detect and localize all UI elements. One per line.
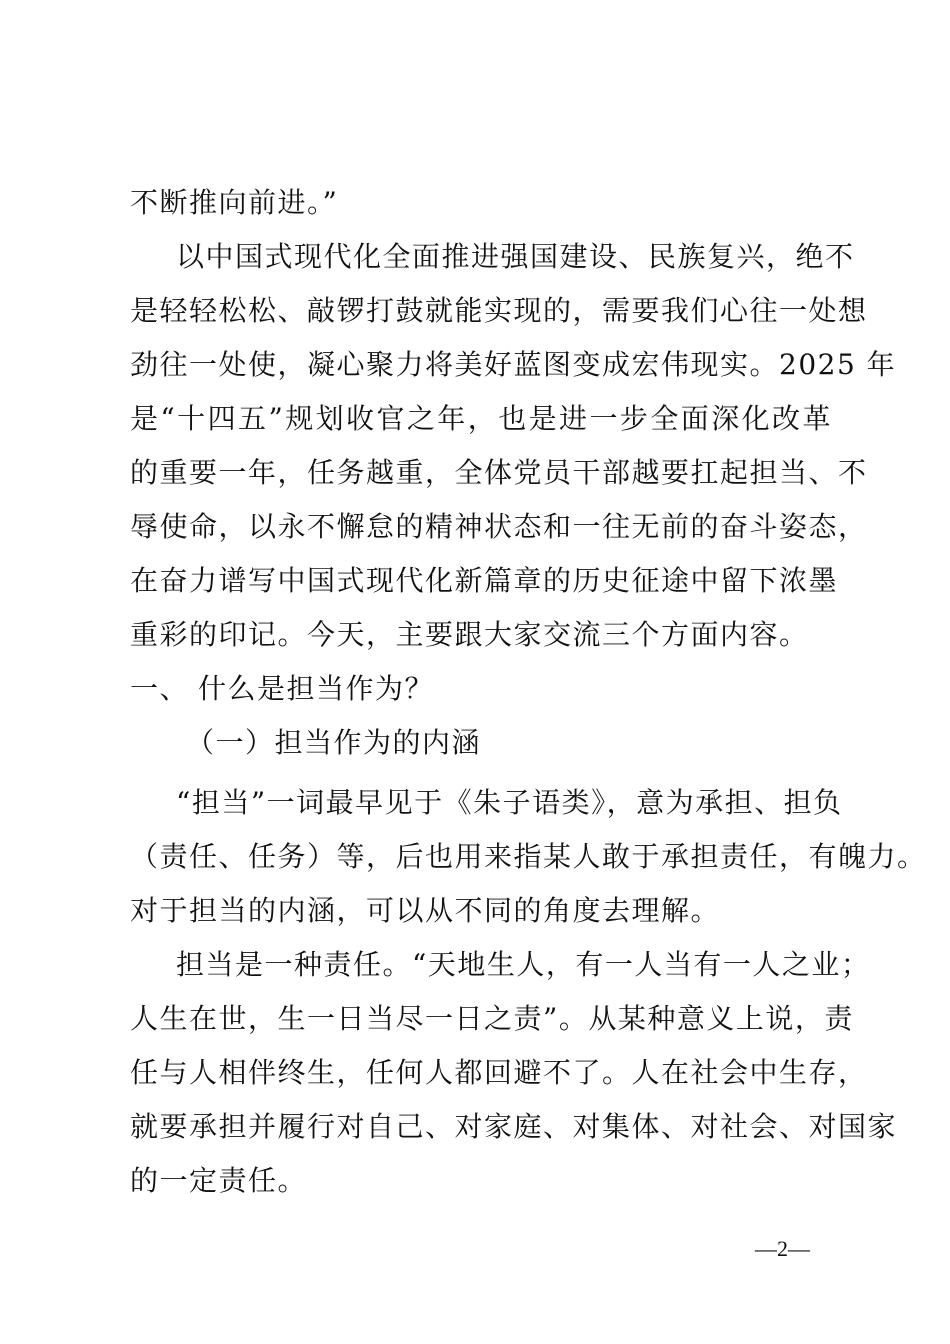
paragraph-line: 担当是一种责任。“天地生人，有一人当有一人之业；: [176, 948, 871, 981]
paragraph-line: 不断推向前进。”: [130, 186, 339, 219]
section-heading: [130, 662, 832, 716]
paragraph-line: 任与人相伴终生，任何人都回避不了。人在社会中生存，: [130, 1056, 868, 1089]
subsection-heading: （一）担当作为的内涵: [186, 726, 482, 759]
paragraph-line: 是轻轻松松、敲锣打鼓就能实现的，需要我们心往一处想: [130, 294, 868, 327]
section-title: 什么是担当作为？: [198, 672, 435, 705]
paragraph-line: 以中国式现代化全面推进强国建设、民族复兴，绝不: [176, 240, 855, 273]
paragraph-line: 在奋力谱写中国式现代化新篇章的历史征途中留下浓墨: [130, 564, 839, 597]
paragraph-line: 就要承担并履行对自己、对家庭、对集体、对社会、对国家: [130, 1110, 898, 1143]
paragraph-line: 对于担当的内涵，可以从不同的角度去理解。: [130, 894, 721, 927]
paragraph-line: 的一定责任。: [130, 1164, 308, 1197]
paragraph-line: 重彩的印记。今天，主要跟大家交流三个方面内容。: [130, 618, 809, 651]
paragraph-line: 人生在世，生一日当尽一日之责”。从某种意义上说，责: [130, 1002, 854, 1035]
paragraph-line: 的重要一年，任务越重，全体党员干部越要扛起担当、不: [130, 456, 868, 489]
paragraph-line: 是“十四五”规划收官之年，也是进一步全面深化改革: [130, 402, 832, 435]
paragraph-line: （责任、任务）等，后也用来指某人敢于承担责任，有魄力。: [130, 840, 927, 873]
paragraph-line: 劲往一处使，凝心聚力将美好蓝图变成宏伟现实。2025 年: [130, 348, 897, 381]
section-number: 一、: [130, 672, 190, 705]
page-number: —2—: [755, 1236, 810, 1261]
paragraph-line: 辱使命，以永不懈怠的精神状态和一往无前的奋斗姿态，: [130, 510, 868, 543]
document-body: [130, 176, 927, 1208]
paragraph-line: “担当”一词最早见于《朱子语类》，意为承担、担负: [176, 786, 843, 819]
